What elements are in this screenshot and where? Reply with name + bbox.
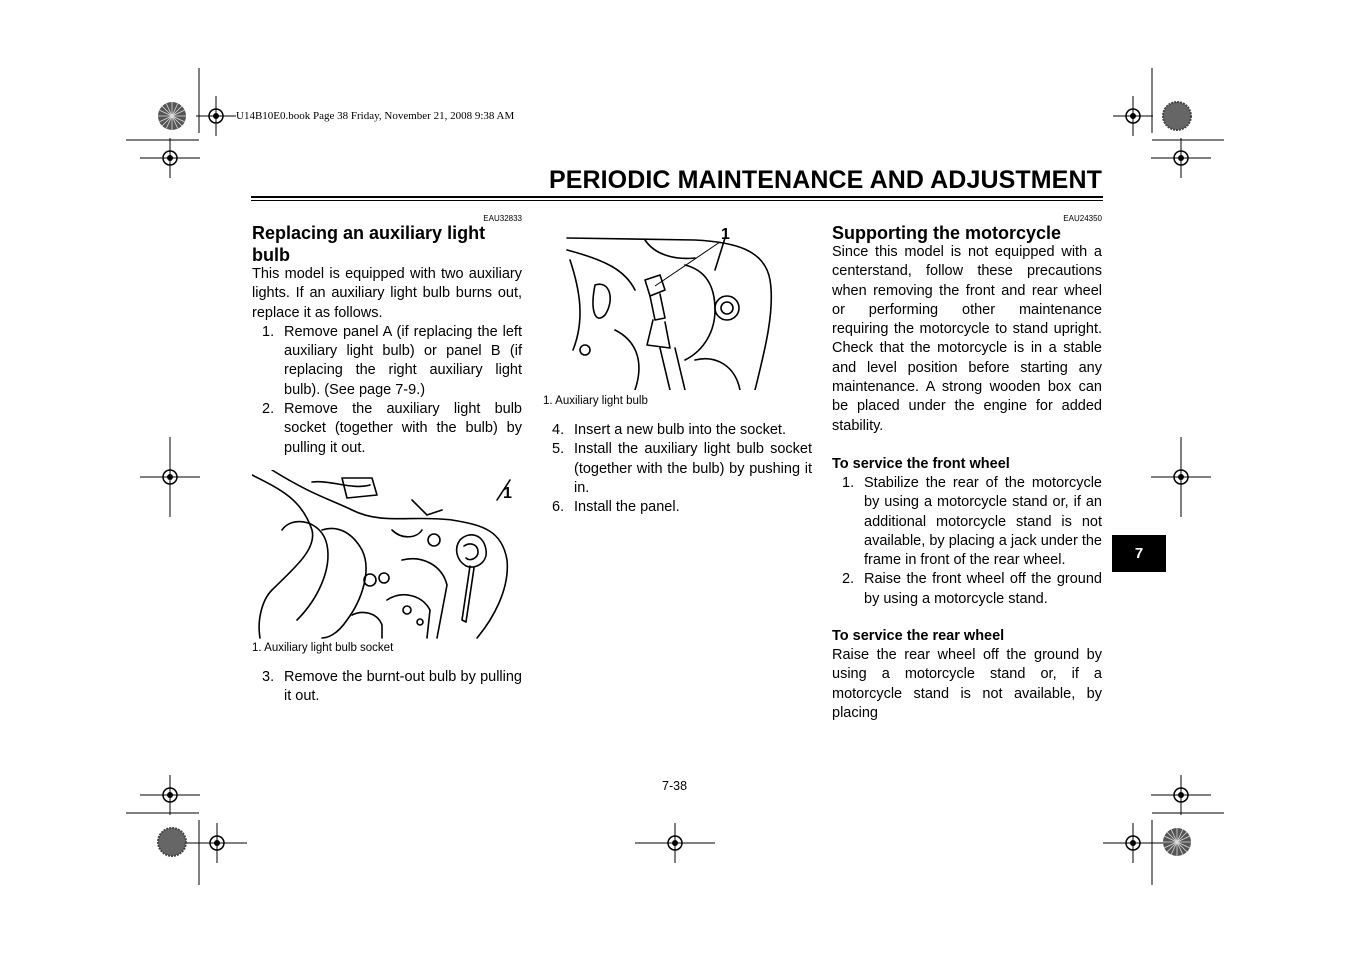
registration-target-icon [196,96,236,136]
registration-target-icon [140,437,200,517]
registration-target-icon [1103,823,1163,863]
gray-dot-mark-icon [156,826,188,858]
registration-target-icon [140,775,200,815]
right-column [832,214,1102,723]
starburst-mark-icon [156,100,188,132]
auxiliary-bulb-illustration [565,230,795,390]
steps-list [832,474,1102,609]
intro-paragraph: This model is equipped with two auxiliary lights. If an auxiliary light bulb burns out, replace it as follows. [252,266,522,321]
steps-list [252,668,522,707]
middle-column [542,421,812,517]
list-item: 4. Insert a new bulb into the socket. [552,422,786,438]
subheading-front-wheel: To service the front wheel [832,455,1010,472]
page-title: PERIODIC MAINTENANCE AND ADJUSTMENT [548,166,1102,194]
registration-target-icon [140,138,200,178]
registration-target-icon [1151,775,1211,815]
subheading-rear-wheel: To service the rear wheel [832,628,1005,645]
list-item: 1. Remove panel A (if replacing the left auxiliary light bulb) or panel B (if replacing the right auxiliary light bulb). (See page 7-9.) [262,323,522,398]
title-rule-thin [251,200,1103,201]
section-heading: Supporting the motorcycle [832,223,1062,243]
list-item: 6. Install the panel. [552,499,680,516]
left-column [252,214,522,458]
list-item: 3. Remove the burnt-out bulb by pulling it out. [262,669,522,705]
steps-list [252,323,522,458]
registration-target-icon [635,823,715,863]
section-code: EAU32833 [483,214,522,223]
figure-callout: 1 [503,485,512,502]
list-item: 2. Raise the front wheel off the ground by using a motorcycle stand. [842,571,1102,607]
list-item: 5. Install the auxiliary light bulb socket (together with the bulb) by pushing it in. [552,441,812,496]
rear-wheel-paragraph: Raise the rear wheel off the ground by using a motorcycle stand or, if a motorcycle stand is not available, by placing [832,647,1102,721]
page-number: 7-38 [662,779,688,793]
section-heading: Replacing an auxiliary light bulb [252,223,486,265]
steps-list [542,421,812,517]
list-item: 2. Remove the auxiliary light bulb socket (together with the bulb) by pulling it out. [262,401,522,456]
registration-target-icon [187,823,247,863]
registration-target-icon [1113,96,1153,136]
figure-callout: 1 [721,226,730,243]
figure-caption: 1. Auxiliary light bulb [543,395,648,407]
chapter-tab: 7 [1112,535,1166,572]
registration-target-icon [1151,138,1211,178]
bulb-socket-illustration [252,470,522,640]
starburst-mark-icon [1161,826,1193,858]
gray-dot-mark-icon [1161,100,1193,132]
section-code: EAU24350 [1063,214,1102,223]
file-info-header: U14B10E0.book Page 38 Friday, November 21, 2008 9:38 AM [236,110,515,122]
intro-paragraph: Since this model is not equipped with a centerstand, follow these precautions when removing the front and rear wheel or performing other maintenance requiring the motorcycle to stand upright. Check that the motorcycle is in a stable and level position before starting any maintenance. A strong wooden box can be placed under the engine for added stability. [832,244,1102,434]
left-column-continued [252,668,522,707]
list-item: 1. Stabilize the rear of the motorcycle by using a motorcycle stand or, if an additional motorcycle stand is not available, by placing a jack under the frame in front of the rear wheel. [842,474,1102,569]
registration-target-icon [1151,437,1211,517]
figure-caption: 1. Auxiliary light bulb socket [252,642,394,654]
title-rule [251,196,1103,198]
